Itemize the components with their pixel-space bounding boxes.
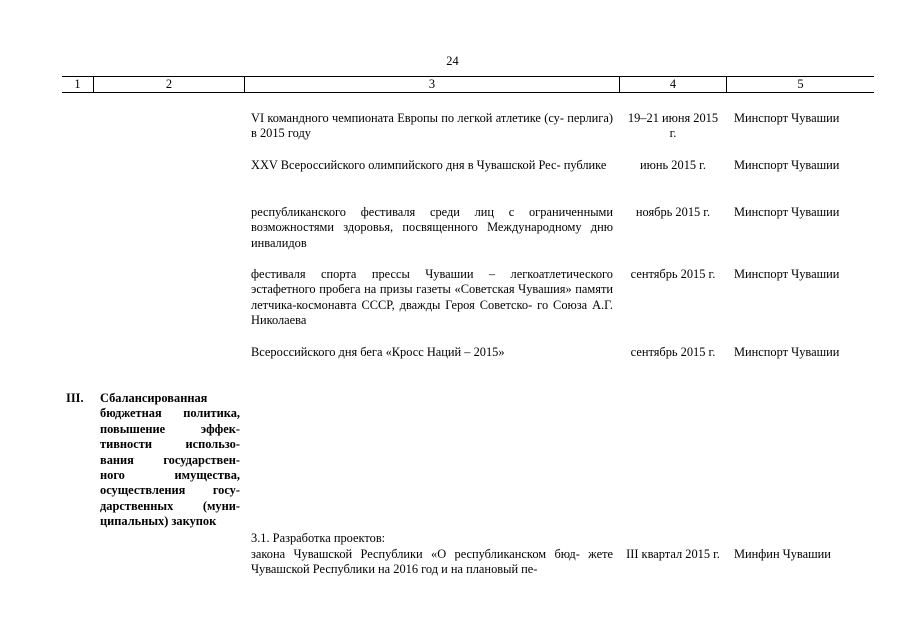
event-term: сентябрь 2015 г. [630, 267, 716, 281]
header-col-3: 3 [428, 77, 436, 91]
header-col-5: 5 [797, 77, 804, 91]
subsection-description: закона Чувашской Республики «О республиканском бюд- жете Чувашской Республики на 2016 год и на плановый пе- [251, 547, 613, 577]
subsection-executor: Минфин Чувашии [734, 547, 831, 561]
page-number: 24 [446, 54, 459, 68]
event-executor: Минспорт Чувашии [734, 158, 840, 172]
event-executor: Минспорт Чувашии [734, 345, 840, 359]
event-description: XXV Всероссийского олимпийского дня в Чувашской Рес- публике [251, 158, 607, 172]
event-description: фестиваля спорта прессы Чувашии – легкоатлетического эстафетного пробега на призы газеты «Советская Чувашия» памяти летчика-космонавта СССР, дважды Героя Советско- го Союза А.Г. Николаева [251, 267, 613, 328]
event-executor: Минспорт Чувашии [734, 111, 840, 125]
event-term: июнь 2015 г. [640, 158, 706, 172]
section-number: III. [66, 391, 84, 405]
header-col-4: 4 [669, 77, 677, 91]
subsection-heading: 3.1. Разработка проектов: [251, 531, 386, 545]
event-term: ноябрь 2015 г. [635, 205, 711, 219]
section-title: Сбалансированная бюджетная политика, повышение эффек- тивности использо- вания государствен- ного имущества, осуществления госу- дарственных (муни- ципальных) закупок [100, 391, 240, 529]
header-col-1: 1 [74, 77, 81, 91]
subsection-term: III квартал 2015 г. [626, 547, 720, 561]
header-col-2: 2 [165, 77, 173, 91]
event-term: 19–21 июня 2015 г. [627, 111, 719, 141]
event-description: республиканского фестиваля среди лиц с ограниченными возможностями здоровья, посвященного Международному дню инвалидов [251, 205, 613, 250]
event-executor: Минспорт Чувашии [734, 205, 840, 219]
event-description: Всероссийского дня бега «Кросс Наций – 2015» [251, 345, 505, 359]
event-executor: Минспорт Чувашии [734, 267, 840, 281]
event-term: сентябрь 2015 г. [630, 345, 716, 359]
header-bottom-rule [62, 92, 874, 93]
event-description: VI командного чемпионата Европы по легкой атлетике (су- перлига) в 2015 году [251, 111, 613, 141]
